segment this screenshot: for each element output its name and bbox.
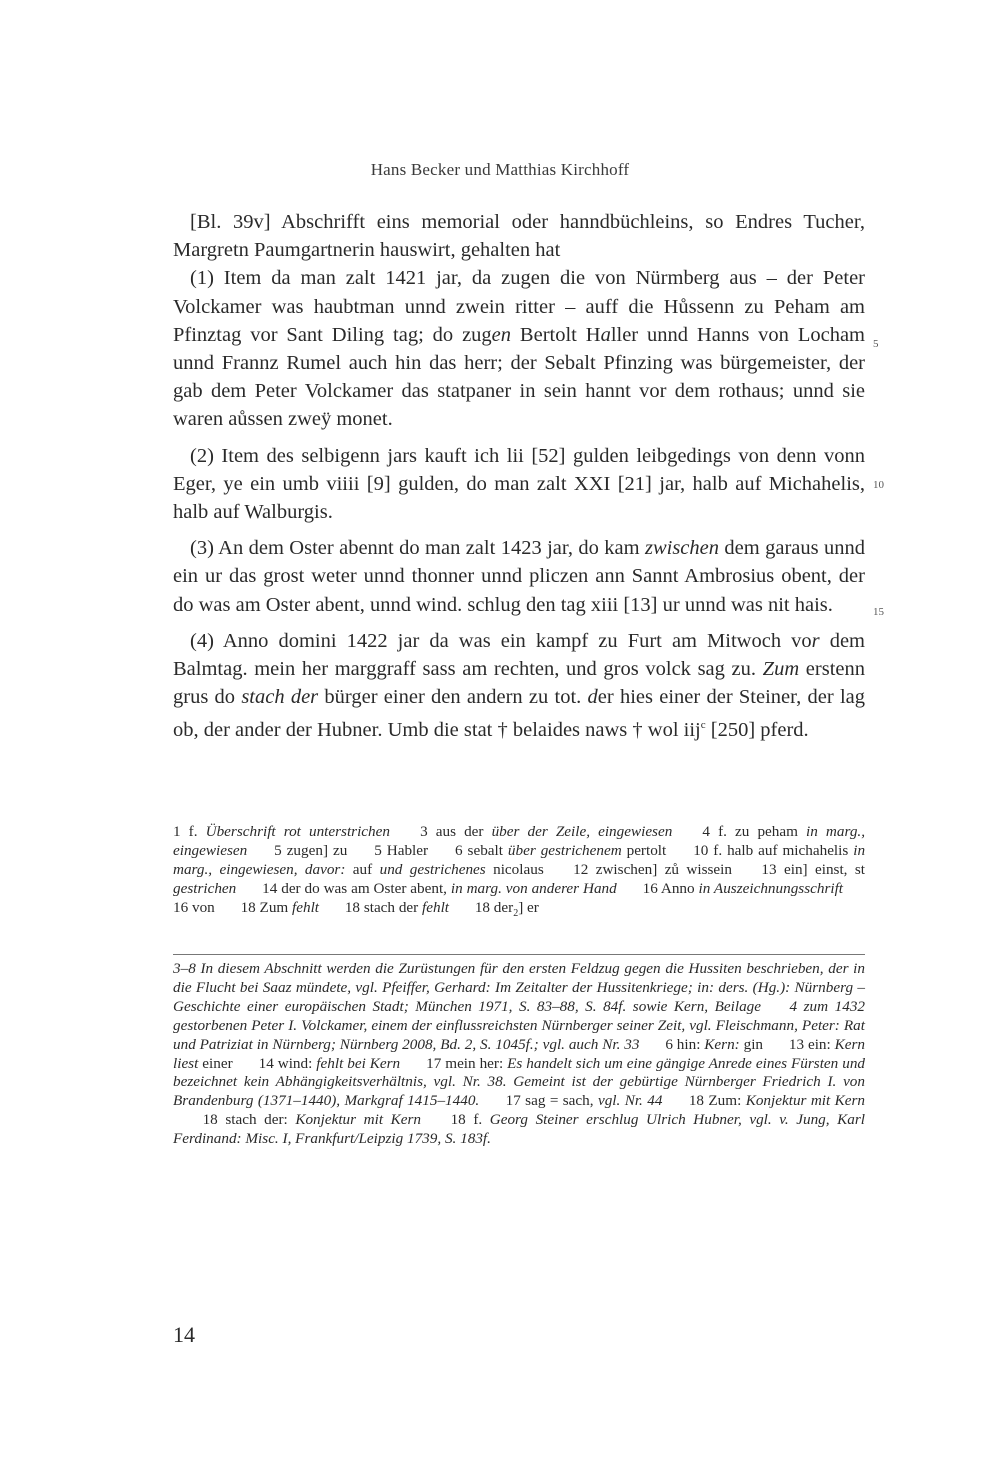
commentary-notes: 3–8 In diesem Abschnitt werden die Zurüstungen für den ersten Feldzug gegen die Hussiten beschrieben, der in die Flucht bei Saaz mündete, vgl. Pfeiffer, Gerhard: Im Zeitalter der Hussitenkriege; in: ders. (Hg.): Nürnberg – Geschichte einer europäischen Stadt; München 1971, S. 83–88, S. 84f. sowie Kern, Beilage 4 zum 1432 gestorbenen Peter I. Volckamer, einem der einflussreichsten Nürnberger seiner Zeit, vgl. Fleischmann, Peter: Rat und Patriziat in Nürnberg; Nürnberg 2008, Bd. 2, S. 1045f.; vgl. auch Nr. 33 6 hin: Kern: gin 13 ein: Kern liest einer 14 wind: fehlt bei Kern 17 mein her: Es handelt sich um eine gängige Anrede eines Fürsten und bezeichnet kein Abhängigkeitsverhältnis, vgl. Nr. 38. Gemeint ist der gebürtige Nürnberger Friedrich I. von Brandenburg (1371–1440), Markgraf 1415–1440. 17 sag = sach, vgl. Nr. 44 18 Zum: Konjektur mit Kern 18 stach der: Konjektur mit Kern 18 f. Georg Steiner erschlug Ulrich Hubner, vgl. v. Jung, Karl Ferdinand: Misc. I, Frankfurt/Leipzig 1739, S. 183f.	[173, 960, 866, 1148]
entry-4: (4) Anno domini 1422 jar da was ein kampf zu Furt am Mitwoch vor dem Balmtag. mein her marggraff sass am rechten, und gros volck sag zu. Zum erstenn grus do stach der bürger einer den andern zu tot. der hies einer der Steiner, der lag ob, der ander der Hubner. Umb die stat † belaides naws † wol iij$^c$ [250] pferd.	[173, 629, 865, 742]
entry-1: (1) Item da man zalt 1421 jar, da zugen die von Nürmberg aus – der Peter Volckamer was haubtman unnd zwein ritter – auff die Hůssenn zu Peham am Pfinztag vor Sant Diling tag; do zugen Bertolt Haller unnd Hanns von Locham unnd Frannz Rumel auch hin das herr; der Sebalt Pfinzing was bürgemeister, der gab dem Peter Volckamer das statpaner in sein hannt vor dem rothaus; unnd sie waren aůssen zweÿ monet.	[173, 267, 865, 431]
line-number: 5	[873, 338, 879, 350]
entry-2: (2) Item des selbigenn jars kauft ich lii [52] gulden leibgedings von denn vonn Eger, ye ein umb viiii [9] gulden, do man zalt XXI [21] jar, halb auf Michahelis, halb auf Walburgis.	[173, 444, 865, 524]
page-number: 14	[173, 1322, 195, 1347]
running-head: Hans Becker und Matthias Kirchhoff	[370, 160, 630, 179]
line-number: 10	[873, 479, 884, 491]
line-number: 15	[873, 606, 884, 618]
note-3-8: 3–8 In diesem Abschnitt werden die Zurüstungen für den ersten Feldzug gegen die Hussiten beschrieben, der in die Flucht bei Saaz mündete, vgl. Pfeiffer, Gerhard: Im Zeitalter der Hussitenkriege; in: ders. (Hg.): Nürnberg – Geschichte einer europäischen Stadt; München 1971, S. 83–88, S. 84f. sowie Kern, Beilage	[173, 960, 865, 1015]
critical-apparatus: 1 f. Überschrift rot unterstrichen 3 aus der über der Zeile, eingewiesen 4 f. zu peham in marg., eingewiesen 5 zugen] zu 5 Habler 6 sebalt über gestrichenem pertolt 10 f. halb auf michahelis in marg., eingewiesen, davor: auf und gestrichenes nicolaus 12 zwischen] zů wissein 13 ein] einst, st gestrichen 14 der do was am Oster abent, in marg. von anderer Hand 16 Anno in Auszeichnungsschrift 16 von 18 Zum fehlt 18 stach der fehlt 18 der$_2$] er	[173, 823, 866, 919]
note-4: 4 zum 1432 gestorbenen Peter I. Volckamer, einem der einflussreichsten Nürnberger seiner Zeit, vgl. Fleischmann, Peter: Rat und Patriziat in Nürnberg; Nürnberg 2008, Bd. 2, S. 1045f.; vgl. auch Nr. 33	[173, 997, 866, 1053]
separator-rule	[173, 954, 865, 955]
entry-3: (3) An dem Oster abennt do man zalt 1423 jar, do kam zwischen dem garaus unnd ein ur das grost weter unnd thonner unnd pliczen ann Sannt Ambrosius obent, der do was am Oster abent, unnd wind. schlug den tag xiii [13] ur unnd was nit hais.	[173, 537, 865, 616]
heading-paragraph: [Bl. 39v] Abschrifft eins memorial oder hanndbüchleins, so Endres Tucher, Margretn Paumgartnerin hauswirt, gehalten hat	[173, 211, 865, 262]
edition-text	[173, 208, 865, 752]
